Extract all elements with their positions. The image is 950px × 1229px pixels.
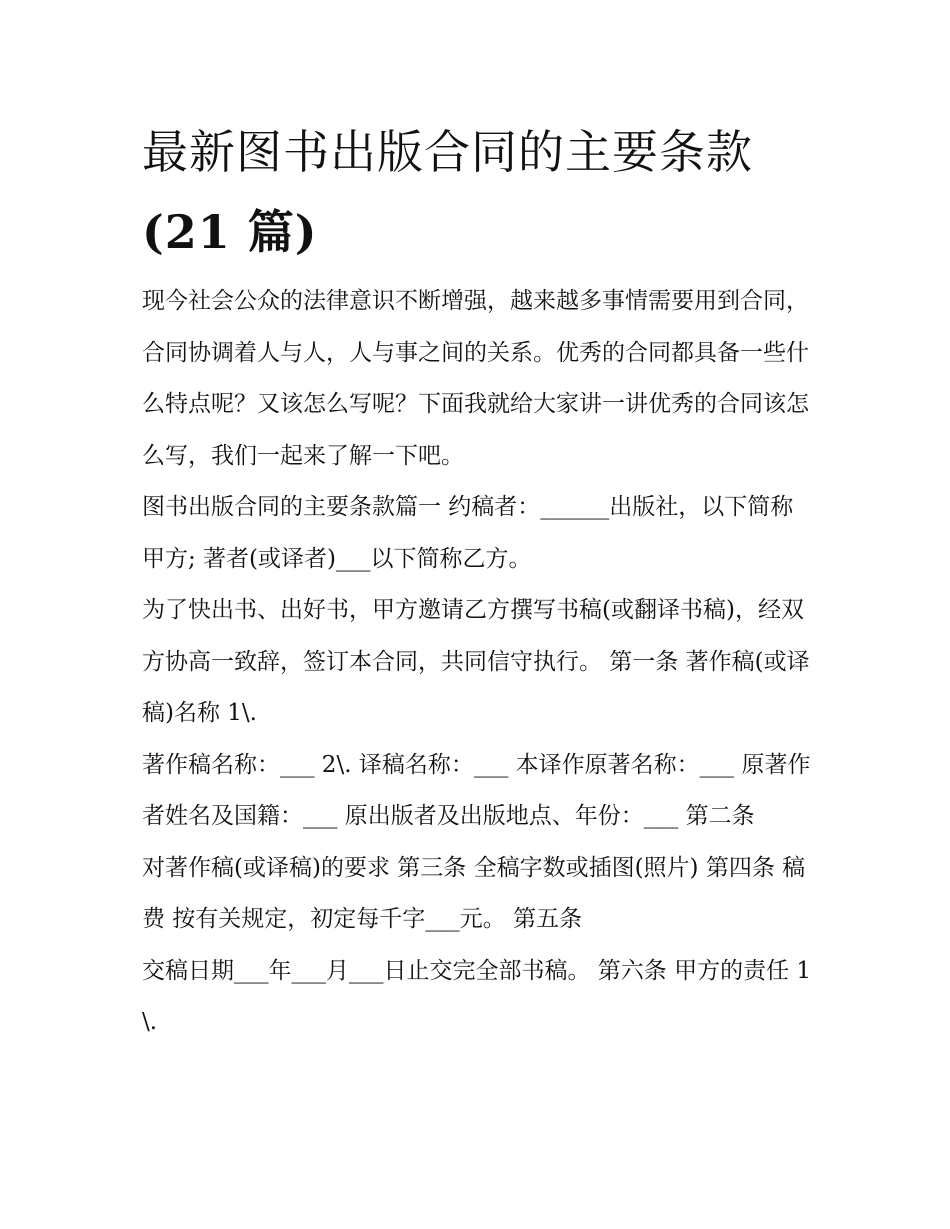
paragraph-work-names: 著作稿名称：___ 2\. 译稿名称：___ 本译作原著名称：___ 原著作者姓名及国籍：___ 原出版者及出版地点、年份：___ 第二条 bbox=[142, 751, 811, 829]
paragraph-parties: 图书出版合同的主要条款篇一 约稿者：______出版社，以下简称甲方; 著者(或译者)___以下简称乙方。 bbox=[142, 494, 794, 572]
title-main: 最新图书出版合同的主要条款 bbox=[142, 125, 753, 179]
paragraph-delivery: 交稿日期___年___月___日止交完全部书稿。 第六条 甲方的责任 1\. bbox=[142, 957, 812, 1035]
document-page bbox=[142, 112, 814, 1049]
paragraph-intro: 现今社会公众的法律意识不断增强，越来越多事情需要用到合同，合同协调着人与人，人与事之间的关系。优秀的合同都具备一些什么特点呢？又该怎么写呢？下面我就给大家讲一讲优秀的合同该怎么写，我们一起来了解一下吧。 bbox=[142, 288, 809, 469]
title-count: (21 篇) bbox=[142, 205, 318, 259]
paragraph-requirements: 对著作稿(或译稿)的要求 第三条 全稿字数或插图(照片) 第四条 稿费 按有关规定，初定每千字___元。 第五条 bbox=[142, 854, 806, 932]
document-title bbox=[142, 112, 814, 272]
paragraph-purpose: 为了快出书、出好书，甲方邀请乙方撰写书稿(或翻译书稿)，经双方协高一致辞，签订本合同，共同信守执行。 第一条 著作稿(或译稿)名称 1\. bbox=[142, 597, 810, 726]
